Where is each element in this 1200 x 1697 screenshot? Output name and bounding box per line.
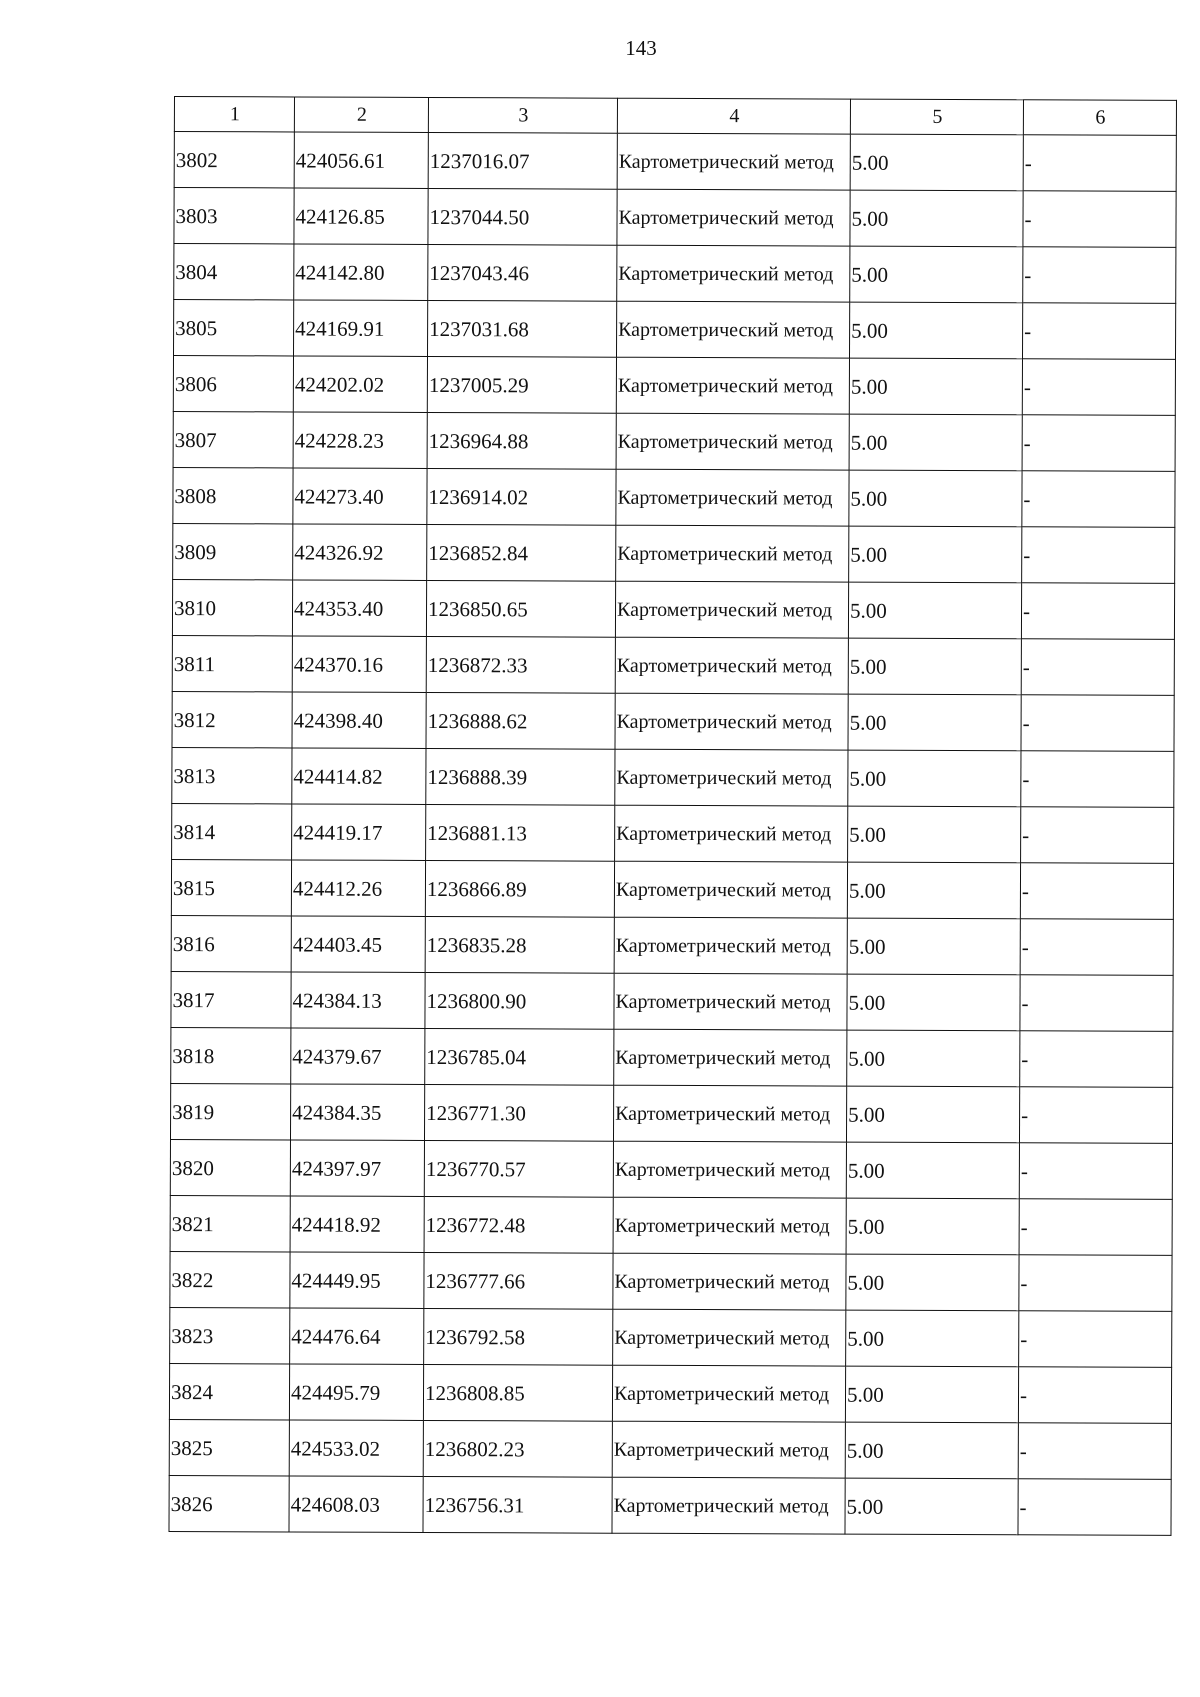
accuracy-cell: 5.00 [849, 526, 1022, 583]
table-row [169, 1475, 1171, 1535]
table-row [173, 467, 1175, 527]
table-row [173, 356, 1175, 416]
accuracy-cell: 5.00 [849, 414, 1022, 471]
method-cell: Картометрический метод [614, 973, 847, 1030]
point-number-cell: 3826 [169, 1475, 289, 1531]
note-cell: - [1021, 583, 1174, 640]
accuracy-cell: 5.00 [848, 806, 1021, 863]
x-coordinate-cell: 424169.91 [294, 300, 428, 357]
method-cell: Картометрический метод [613, 1253, 846, 1310]
x-coordinate-cell: 424142.80 [294, 244, 428, 301]
column-header-3: 3 [428, 97, 617, 133]
method-cell: Картометрический метод [612, 1477, 845, 1534]
point-number-cell: 3805 [174, 300, 294, 356]
point-number-cell: 3825 [169, 1419, 289, 1475]
x-coordinate-cell: 424476.64 [290, 1308, 424, 1365]
accuracy-cell: 5.00 [848, 750, 1021, 807]
y-coordinate-cell: 1236852.84 [427, 524, 616, 581]
method-cell: Картометрический метод [615, 637, 848, 694]
method-cell: Картометрический метод [612, 1421, 845, 1478]
note-cell: - [1021, 807, 1174, 864]
x-coordinate-cell: 424384.35 [290, 1084, 424, 1141]
y-coordinate-cell: 1237016.07 [428, 132, 617, 189]
note-cell: - [1023, 135, 1176, 192]
y-coordinate-cell: 1236808.85 [423, 1364, 612, 1421]
x-coordinate-cell: 424414.82 [292, 748, 426, 805]
note-cell: - [1019, 1143, 1172, 1200]
note-cell: - [1022, 415, 1175, 472]
note-cell: - [1022, 359, 1175, 416]
accuracy-cell: 5.00 [848, 638, 1021, 695]
y-coordinate-cell: 1236785.04 [425, 1028, 614, 1085]
point-number-cell: 3812 [172, 691, 292, 747]
y-coordinate-cell: 1236872.33 [426, 636, 615, 693]
table-row [172, 803, 1174, 863]
column-header-5: 5 [850, 99, 1023, 135]
table-row [173, 523, 1175, 583]
y-coordinate-cell: 1236881.13 [426, 804, 615, 861]
table-row [174, 188, 1176, 248]
y-coordinate-cell: 1237005.29 [427, 356, 616, 413]
accuracy-cell: 5.00 [847, 974, 1020, 1031]
note-cell: - [1020, 919, 1173, 976]
accuracy-cell: 5.00 [847, 1030, 1020, 1087]
note-cell: - [1021, 751, 1174, 808]
method-cell: Картометрический метод [613, 1141, 846, 1198]
y-coordinate-cell: 1236756.31 [423, 1476, 612, 1533]
table-row [172, 691, 1174, 751]
y-coordinate-cell: 1236835.28 [425, 916, 614, 973]
x-coordinate-cell: 424418.92 [290, 1196, 424, 1253]
table-body [169, 132, 1176, 1536]
point-number-cell: 3819 [170, 1083, 290, 1139]
table-row [170, 1251, 1172, 1311]
accuracy-cell: 5.00 [849, 302, 1022, 359]
method-cell: Картометрический метод [615, 805, 848, 862]
accuracy-cell: 5.00 [846, 1142, 1019, 1199]
note-cell: - [1023, 247, 1176, 304]
table-row [174, 244, 1176, 304]
table-row [171, 859, 1173, 919]
table-row [174, 300, 1176, 360]
method-cell: Картометрический метод [613, 1309, 846, 1366]
x-coordinate-cell: 424495.79 [289, 1364, 423, 1421]
y-coordinate-cell: 1236800.90 [425, 972, 614, 1029]
point-number-cell: 3807 [173, 411, 293, 467]
point-number-cell: 3803 [174, 188, 294, 244]
method-cell: Картометрический метод [613, 1197, 846, 1254]
method-cell: Картометрический метод [617, 133, 850, 190]
method-cell: Картометрический метод [614, 861, 847, 918]
table-row [172, 635, 1174, 695]
column-header-1: 1 [174, 97, 294, 132]
note-cell: - [1018, 1479, 1171, 1536]
accuracy-cell: 5.00 [846, 1086, 1019, 1143]
point-number-cell: 3821 [170, 1195, 290, 1251]
note-cell: - [1019, 1087, 1172, 1144]
accuracy-cell: 5.00 [846, 1310, 1019, 1367]
point-number-cell: 3818 [171, 1027, 291, 1083]
method-cell: Картометрический метод [617, 245, 850, 302]
table-row [169, 1419, 1171, 1479]
point-number-cell: 3823 [170, 1307, 290, 1363]
point-number-cell: 3813 [172, 747, 292, 803]
y-coordinate-cell: 1236770.57 [424, 1140, 613, 1197]
point-number-cell: 3804 [174, 244, 294, 300]
accuracy-cell: 5.00 [849, 358, 1022, 415]
accuracy-cell: 5.00 [847, 862, 1020, 919]
x-coordinate-cell: 424273.40 [293, 468, 427, 525]
x-coordinate-cell: 424056.61 [294, 132, 428, 189]
point-number-cell: 3802 [174, 132, 294, 188]
point-number-cell: 3810 [172, 579, 292, 635]
x-coordinate-cell: 424228.23 [293, 412, 427, 469]
method-cell: Картометрический метод [612, 1365, 845, 1422]
y-coordinate-cell: 1237043.46 [428, 244, 617, 301]
accuracy-cell: 5.00 [845, 1422, 1018, 1479]
point-number-cell: 3808 [173, 467, 293, 523]
table-row [171, 915, 1173, 975]
y-coordinate-cell: 1236914.02 [427, 468, 616, 525]
x-coordinate-cell: 424397.97 [290, 1140, 424, 1197]
x-coordinate-cell: 424419.17 [292, 804, 426, 861]
table-row [173, 411, 1175, 471]
x-coordinate-cell: 424608.03 [289, 1476, 423, 1533]
note-cell: - [1020, 975, 1173, 1032]
y-coordinate-cell: 1236802.23 [423, 1420, 612, 1477]
point-number-cell: 3822 [170, 1251, 290, 1307]
note-cell: - [1021, 639, 1174, 696]
page-number: 143 [625, 36, 657, 60]
x-coordinate-cell: 424449.95 [290, 1252, 424, 1309]
point-number-cell: 3824 [169, 1363, 289, 1419]
accuracy-cell: 5.00 [848, 582, 1021, 639]
accuracy-cell: 5.00 [848, 694, 1021, 751]
table-header-row [174, 97, 1176, 136]
x-coordinate-cell: 424202.02 [293, 356, 427, 413]
accuracy-cell: 5.00 [850, 134, 1023, 191]
method-cell: Картометрический метод [613, 1085, 846, 1142]
table-row [174, 132, 1176, 192]
x-coordinate-cell: 424533.02 [289, 1420, 423, 1477]
x-coordinate-cell: 424126.85 [294, 188, 428, 245]
accuracy-cell: 5.00 [846, 1198, 1019, 1255]
note-cell: - [1022, 303, 1175, 360]
accuracy-cell: 5.00 [847, 918, 1020, 975]
note-cell: - [1023, 191, 1176, 248]
table-row [171, 971, 1173, 1031]
y-coordinate-cell: 1236771.30 [424, 1084, 613, 1141]
coordinates-table [168, 96, 1177, 1536]
point-number-cell: 3814 [172, 803, 292, 859]
y-coordinate-cell: 1237044.50 [428, 188, 617, 245]
point-number-cell: 3820 [170, 1139, 290, 1195]
method-cell: Картометрический метод [616, 469, 849, 526]
x-coordinate-cell: 424384.13 [291, 972, 425, 1029]
x-coordinate-cell: 424403.45 [291, 916, 425, 973]
x-coordinate-cell: 424398.40 [292, 692, 426, 749]
note-cell: - [1018, 1423, 1171, 1480]
note-cell: - [1019, 1255, 1172, 1312]
y-coordinate-cell: 1236866.89 [425, 860, 614, 917]
table-row [169, 1363, 1171, 1423]
method-cell: Картометрический метод [617, 189, 850, 246]
y-coordinate-cell: 1236777.66 [424, 1252, 613, 1309]
point-number-cell: 3815 [171, 859, 291, 915]
table-row [171, 1027, 1173, 1087]
x-coordinate-cell: 424370.16 [292, 636, 426, 693]
point-number-cell: 3817 [171, 971, 291, 1027]
y-coordinate-cell: 1236792.58 [424, 1308, 613, 1365]
column-header-6: 6 [1023, 100, 1176, 136]
accuracy-cell: 5.00 [845, 1366, 1018, 1423]
y-coordinate-cell: 1236888.62 [426, 692, 615, 749]
method-cell: Картометрический метод [616, 413, 849, 470]
x-coordinate-cell: 424353.40 [292, 580, 426, 637]
x-coordinate-cell: 424379.67 [291, 1028, 425, 1085]
y-coordinate-cell: 1236850.65 [426, 580, 615, 637]
method-cell: Картометрический метод [614, 917, 847, 974]
table-row [170, 1139, 1172, 1199]
note-cell: - [1021, 695, 1174, 752]
method-cell: Картометрический метод [616, 357, 849, 414]
note-cell: - [1019, 1199, 1172, 1256]
y-coordinate-cell: 1236772.48 [424, 1196, 613, 1253]
note-cell: - [1022, 527, 1175, 584]
column-header-2: 2 [294, 97, 428, 133]
accuracy-cell: 5.00 [845, 1478, 1018, 1535]
table-row [172, 747, 1174, 807]
note-cell: - [1018, 1367, 1171, 1424]
point-number-cell: 3806 [173, 356, 293, 412]
column-header-4: 4 [617, 98, 850, 134]
note-cell: - [1020, 1031, 1173, 1088]
table-row [170, 1083, 1172, 1143]
accuracy-cell: 5.00 [846, 1254, 1019, 1311]
point-number-cell: 3809 [173, 523, 293, 579]
method-cell: Картометрический метод [615, 581, 848, 638]
note-cell: - [1019, 1311, 1172, 1368]
point-number-cell: 3816 [171, 915, 291, 971]
table-row [170, 1307, 1172, 1367]
note-cell: - [1020, 863, 1173, 920]
accuracy-cell: 5.00 [849, 470, 1022, 527]
accuracy-cell: 5.00 [850, 246, 1023, 303]
x-coordinate-cell: 424412.26 [291, 860, 425, 917]
method-cell: Картометрический метод [616, 525, 849, 582]
note-cell: - [1022, 471, 1175, 528]
method-cell: Картометрический метод [615, 749, 848, 806]
y-coordinate-cell: 1236888.39 [426, 748, 615, 805]
x-coordinate-cell: 424326.92 [293, 524, 427, 581]
accuracy-cell: 5.00 [850, 190, 1023, 247]
y-coordinate-cell: 1237031.68 [428, 300, 617, 357]
y-coordinate-cell: 1236964.88 [427, 412, 616, 469]
method-cell: Картометрический метод [614, 1029, 847, 1086]
method-cell: Картометрический метод [617, 301, 850, 358]
point-number-cell: 3811 [172, 635, 292, 691]
table-row [172, 579, 1174, 639]
table-row [170, 1195, 1172, 1255]
method-cell: Картометрический метод [615, 693, 848, 750]
